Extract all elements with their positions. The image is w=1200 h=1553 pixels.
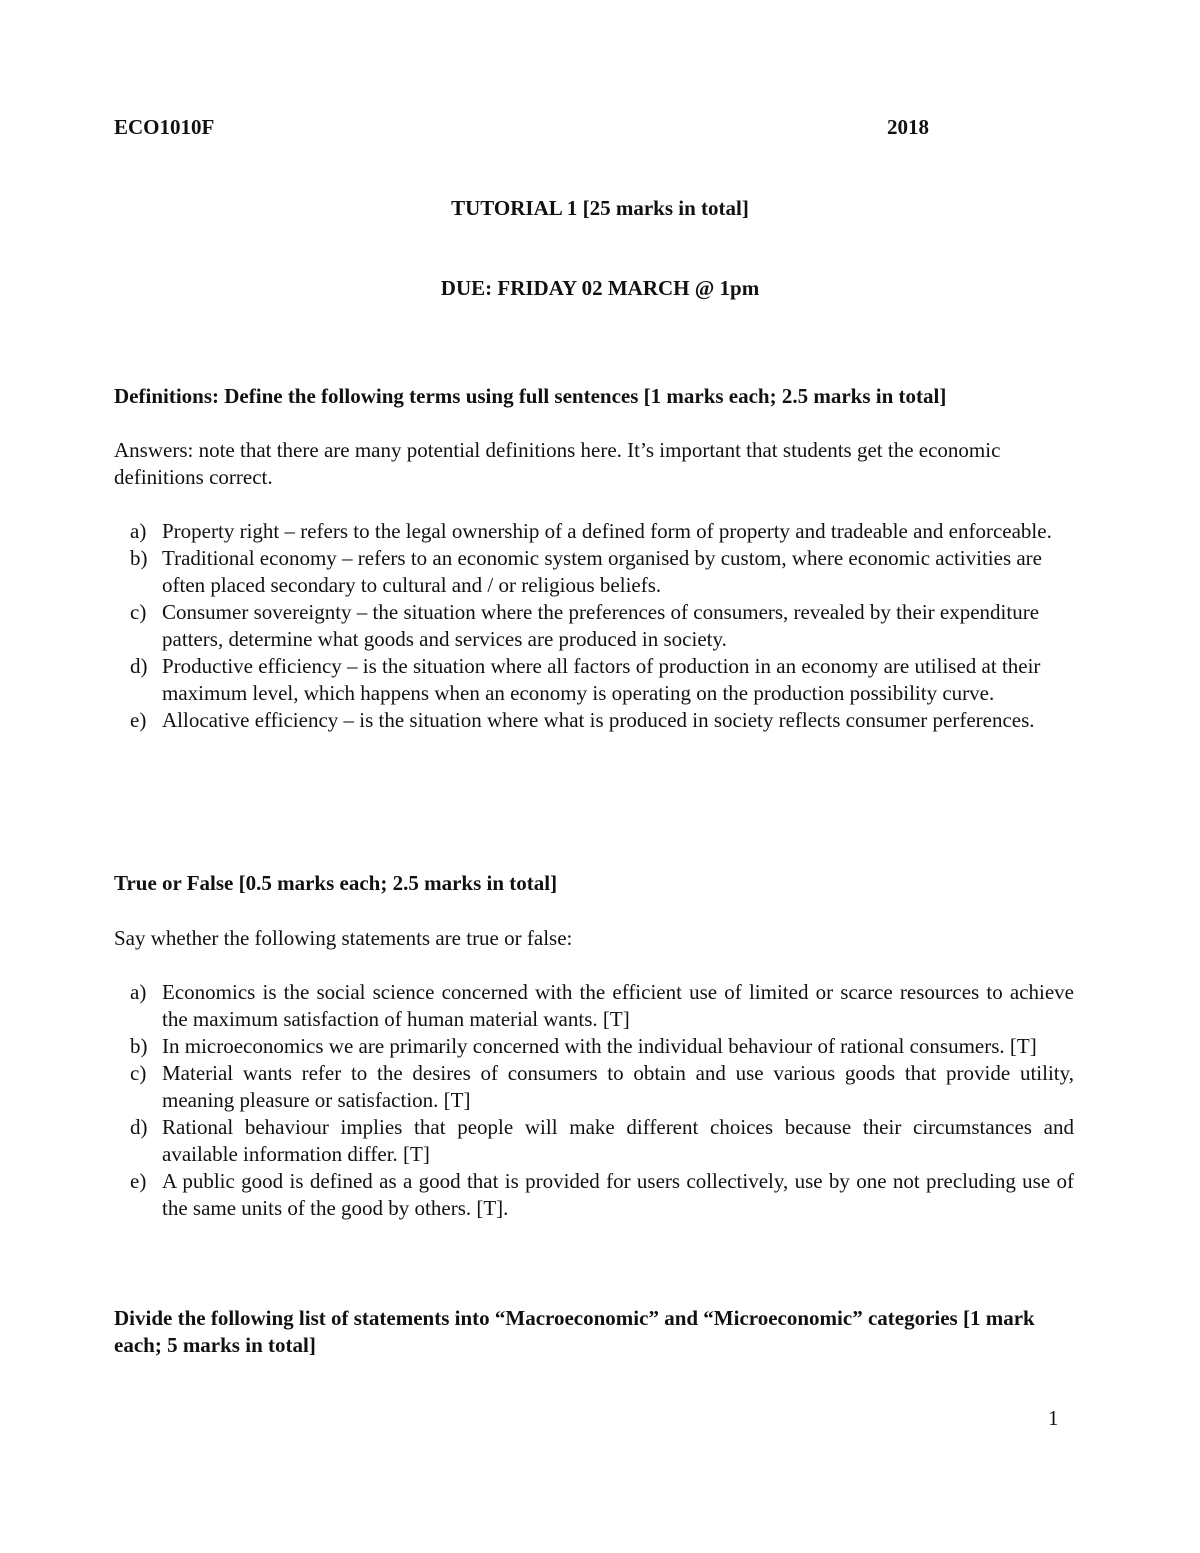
list-item — [114, 653, 1074, 707]
list-item-text: Traditional economy – refers to an economic system organised by custom, where economic activities are often placed secondary to cultural and / or religious beliefs. — [162, 546, 1043, 597]
list-item-text: Economics is the social science concerned with the efficient use of limited or scarce resources to achieve the maximum satisfaction of human material wants. [T] — [162, 980, 1074, 1031]
list-marker: c) — [130, 1061, 147, 1085]
list-item-text: Consumer sovereignty – the situation where the preferences of consumers, revealed by their expenditure patters, determine what goods and services are produced in society. — [162, 600, 1040, 651]
list-marker: c) — [130, 600, 147, 624]
list-item-text: Material wants refer to the desires of consumers to obtain and use various goods that provide utility, meaning pleasure or satisfaction. [T] — [162, 1061, 1074, 1112]
list-item — [114, 1168, 1074, 1222]
course-code: ECO1010F — [114, 115, 215, 139]
definitions-intro: Answers: note that there are many potential definitions here. It’s important that students get the economic definitions correct. — [114, 438, 1001, 489]
year: 2018 — [887, 115, 929, 139]
list-item — [114, 1033, 1074, 1060]
list-item-text: Property right – refers to the legal ownership of a defined form of property and tradeable and enforceable. — [162, 519, 1052, 543]
list-item — [114, 545, 1074, 599]
list-item-text: Rational behaviour implies that people will make different choices because their circumstances and available information differ. [T] — [162, 1115, 1074, 1166]
true-false-intro: Say whether the following statements are true or false: — [114, 926, 573, 950]
due-date: DUE: FRIDAY 02 MARCH @ 1pm — [440, 276, 760, 300]
list-item-text: A public good is defined as a good that is provided for users collectively, use by one not precluding use of the same units of the good by others. [T]. — [162, 1169, 1074, 1220]
list-item-text: Productive efficiency – is the situation where all factors of production in an economy are utilised at their maximum level, which happens when an economy is operating on the production possibility curve. — [162, 654, 1041, 705]
list-marker: d) — [130, 654, 148, 678]
list-item-text: Allocative efficiency – is the situation where what is produced in society reflects consumer perferences. — [162, 708, 1035, 732]
list-item — [114, 1060, 1074, 1114]
list-item-text: In microeconomics we are primarily concerned with the individual behaviour of rational consumers. [T] — [162, 1034, 1037, 1058]
definitions-list — [114, 518, 1074, 734]
list-item — [114, 1114, 1074, 1168]
list-item — [114, 518, 1074, 545]
list-marker: a) — [130, 519, 147, 543]
page-number: 1 — [1048, 1406, 1059, 1430]
list-item — [114, 599, 1074, 653]
divide-heading: Divide the following list of statements into “Macroeconomic” and “Microeconomic” categories [1 mark each; 5 marks in total] — [114, 1306, 1035, 1357]
list-item — [114, 707, 1074, 734]
list-item — [114, 979, 1074, 1033]
true-false-heading: True or False [0.5 marks each; 2.5 marks in total] — [114, 871, 558, 895]
list-marker: b) — [130, 1034, 148, 1058]
definitions-heading: Definitions: Define the following terms using full sentences [1 marks each; 2.5 marks in total] — [114, 384, 947, 408]
page-title: TUTORIAL 1 [25 marks in total] — [451, 196, 749, 220]
list-marker: a) — [130, 980, 147, 1004]
list-marker: d) — [130, 1115, 148, 1139]
list-marker: e) — [130, 1169, 147, 1193]
list-marker: b) — [130, 546, 148, 570]
true-false-list — [114, 979, 1074, 1222]
list-marker: e) — [130, 708, 147, 732]
